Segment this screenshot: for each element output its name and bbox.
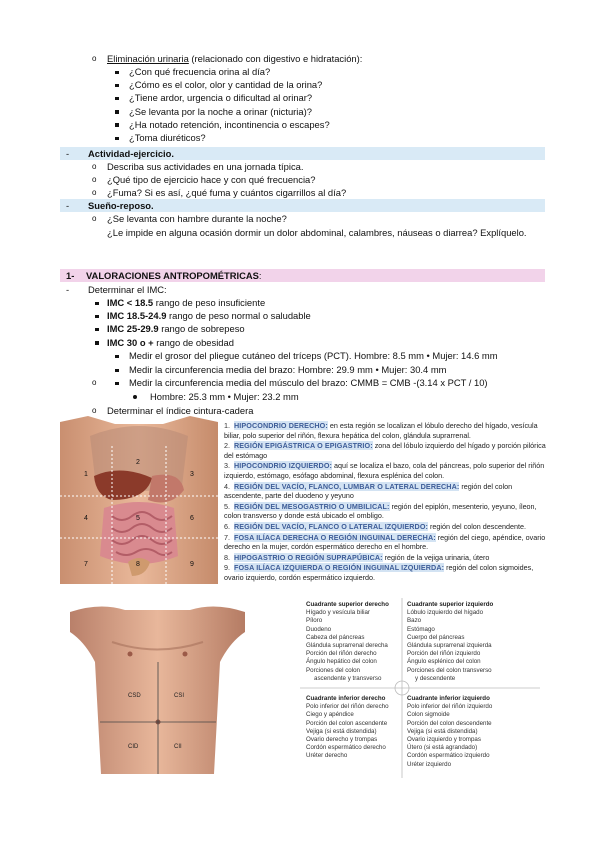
region-number: 4 [84,515,88,522]
imc-range-label: rango de peso normal o saludable [166,310,311,322]
sleep-question: ¿Le impide en alguna ocasión dormir un dolor abdominal, calambres, náuseas o diarrea? Explíquelo. [107,226,527,238]
activity-question: ¿Fuma? Si es así, ¿qué fuma y cuántos cigarrillos al día? [107,187,347,198]
activity-dash: - [66,148,70,159]
imc-range-label: rango de sobrepeso [158,323,245,335]
region-number-label: 6. [224,521,230,531]
region-name: FOSA ILÍACA IZQUIERDA O REGIÓN INGUINAL IZQUIERDA: [234,563,445,573]
abdomen-four-quadrants-figure [70,602,245,774]
label-cid: CID [128,744,139,750]
anthro-title-line [86,270,262,282]
measure-item: Medir la circunferencia media del brazo: Hombre: 29.9 mm • Mujer: 30.4 mm [129,364,447,375]
imc-dash: - [66,284,70,295]
region-name: REGIÓN EPIGÁSTRICA O EPIGASTRIO: [234,441,373,451]
region-number-label: 5. [224,501,230,511]
region-item [224,563,549,582]
waist-hip-text: Determinar el índice cintura-cadera [107,405,254,416]
region-name: FOSA ILÍACA DERECHA O REGIÓN INGUINAL DERECHA: [234,532,436,542]
quadrant-organ: Glándula suprarrenal derecha [306,642,388,650]
imc-intro: Determinar el IMC: [88,284,167,295]
label-cii: CII [174,744,182,750]
urinary-question: ¿Ha notado retención, incontinencia o escapes? [129,118,330,130]
quadrant-title: Cuadrante superior izquierdo [407,601,494,608]
circle-bullet: o [92,54,97,63]
quadrant-organ: Ángulo hepático del colon [306,658,377,666]
quadrant-organ: Píloro [306,617,323,625]
quadrant-organ: Cuerpo del páncreas [407,633,465,641]
quadrant-organ: Polo inferior del riñón izquierdo [407,703,493,711]
region-number-label: 1. [224,421,230,430]
imc-range-item [107,337,234,349]
region-description: aquí se localiza el bazo, cola del páncreas, polo superior del riñón izquierdo, estómago, esófago abdominal, flexura esplénica del colon. [224,461,545,480]
quadrant-organ: Cordón espermático izquierdo [407,752,490,760]
region-item [224,553,549,563]
quadrant-organ: y descendente [415,674,456,682]
imc-range-item [107,310,311,322]
quadrant-organ: Uréter derecho [306,752,348,760]
region-name: HIPOCONDRIO IZQUIERDO: [234,461,333,471]
quadrant-cii [407,695,492,769]
sleep-question: ¿Se levanta con hambre durante la noche? [107,213,287,224]
quadrant-csi [407,601,493,683]
quadrant-csd [306,601,389,683]
region-name: REGIÓN DEL MESOGASTRIO O UMBILICAL: [234,501,390,511]
region-item [224,421,549,440]
imc-range-value: IMC 30 o + [107,336,154,348]
region-number: 3 [190,471,194,478]
region-description: región del colon ascendente, parte del duodeno y yeyuno [224,481,513,501]
dot-bullet [133,395,137,399]
imc-range-label: rango de obesidad [153,336,234,348]
urinary-heading-line [107,53,362,65]
sleep-title: Sueño-reposo. [88,200,154,211]
activity-question: Describa sus actividades en una jornada típica. [107,161,304,172]
quadrant-organ: Cordón espermático derecho [306,744,386,752]
quadrant-organ: Porciones del colon [306,666,361,674]
imc-range-item [107,297,265,309]
circle-bullet: o [92,188,97,197]
region-name: REGIÓN DEL VACÍO, FLANCO O LATERAL IZQUIERDO: [234,521,429,531]
quadrant-organ: Porciones del colon transverso [407,666,492,674]
region-item [224,502,549,521]
left-nipple [128,652,133,657]
quadrant-organ: Porción del colon ascendente [306,719,388,727]
quadrant-title: Cuadrante superior derecho [306,601,389,608]
square-bullet [95,315,99,319]
square-bullet [115,382,119,386]
sleep-dash: - [66,200,70,211]
region-number: 5 [136,515,140,522]
region-name: HIPOGASTRIO O REGIÓN SUPRAPÚBICA: [234,552,383,562]
activity-title: Actividad-ejercicio. [88,148,174,159]
quadrant-organ: Porción del riñón derecho [306,650,377,658]
circle-bullet: o [92,378,97,387]
region-number-label: 2. [224,441,230,451]
region-item [224,522,549,532]
urinary-heading-rest: (relacionado con digestivo e hidratación): [188,53,363,64]
region-item [224,461,549,480]
quadrant-organ: Vejiga (si está distendida) [407,727,478,735]
label-csi: CSI [174,693,185,699]
anthro-title: VALORACIONES ANTROPOMÉTRICAS [86,270,259,281]
abdomen-nine-regions-figure [60,416,218,584]
imc-range-value: IMC 25-29.9 [107,323,159,335]
activity-question: ¿Qué tipo de ejercicio hace y con qué frecuencia? [107,174,316,185]
quadrant-organ: Porción del riñón izquierdo [407,650,481,658]
quadrant-organ: ascendente y transverso [314,674,382,682]
quadrant-organ: Colon sigmoide [407,711,450,719]
quadrant-organ: Ovario derecho y trompas [306,736,378,744]
region-description: región de la vejiga urinaria, útero [382,552,490,562]
quadrant-organ: Lóbulo izquierdo del hígado [407,609,484,617]
label-csd: CSD [128,693,141,699]
urinary-question: ¿Tiene ardor, urgencia o dificultad al orinar? [129,92,313,104]
measure-item: Medir la circunferencia media del músculo del brazo: CMMB = CMB -(3.14 x PCT / 10) [129,377,488,388]
region-description: región del colon sigmoides, ovario izquierdo, cordón espermático izquierdo. [224,563,534,582]
urinary-question: ¿Con qué frecuencia orina al día? [129,66,271,77]
right-nipple [183,652,188,657]
quadrant-organ: Hígado y vesícula biliar [306,609,370,617]
square-bullet [95,302,99,306]
anthro-number: 1- [66,270,75,281]
quadrant-organ: Duodeno [306,625,332,633]
region-name: REGIÓN DEL VACÍO, FLANCO, LUMBAR O LATERAL DERECHA: [234,481,460,491]
quadrant-organ: Glándula suprarrenal izquierda [407,642,492,650]
square-bullet [115,97,119,101]
circle-bullet: o [92,162,97,171]
quadrant-organ: Útero (si está agrandado) [407,744,478,752]
quadrant-organ: Polo inferior del riñón derecho [306,703,389,711]
region-number: 7 [84,561,88,568]
square-bullet [95,328,99,332]
urinary-question: ¿Cómo es el color, olor y cantidad de la orina? [129,79,323,91]
region-description: región del colon descendente. [428,521,526,531]
region-number: 1 [84,471,88,478]
region-number: 9 [190,561,194,568]
quadrant-title: Cuadrante inferior izquierdo [407,695,490,702]
region-number-label: 3. [224,461,230,471]
quadrant-organ: Porción del colon descendente [407,719,492,727]
urinary-question: ¿Toma diuréticos? [129,132,206,143]
quadrant-organ: Ovario izquierdo y trompas [407,736,481,744]
circle-bullet: o [92,214,97,223]
circle-bullet: o [92,406,97,415]
imc-range-item [107,323,245,335]
square-bullet [115,84,119,88]
quadrant-organ: Estómago [407,625,435,633]
region-number-label: 7. [224,532,230,542]
quadrant-organ: Vejiga (si está distendida) [306,727,377,735]
abdominal-region-list [224,421,549,584]
square-bullet [115,71,119,75]
square-bullet [95,341,99,345]
quadrant-organ: Bazo [407,617,422,625]
region-description: región del ciego, apéndice, ovario derecho en la mujer, cordón espermático derecho en el hombre. [224,532,546,552]
region-number-label: 8. [224,552,230,562]
urinary-question: ¿Se levanta por la noche a orinar (nicturia)? [129,105,312,117]
square-bullet [115,369,119,373]
region-item [224,533,549,552]
region-name: HIPOCONDRIO DERECHO: [234,421,328,430]
quadrant-organ: Ángulo esplénico del colon [407,658,481,666]
region-number-label: 9. [224,563,230,573]
region-description: en esta región se localizan el lóbulo derecho del hígado, vesícula biliar, polo superior del riñón, flexura hepática del colon, glándula suprarrenal. [224,421,538,440]
region-number-label: 4. [224,481,230,491]
region-number: 8 [136,561,140,568]
quadrant-organ: Ciego y apéndice [306,711,354,719]
region-description: zona del lóbulo izquierdo del hígado y porción pilórica del estómago [224,441,546,460]
circle-bullet: o [92,175,97,184]
imc-range-value: IMC 18.5-24.9 [107,310,167,322]
imc-range-value: IMC < 18.5 [107,297,154,308]
square-bullet [115,137,119,141]
quadrant-cid [306,695,389,761]
torso-silhouette [70,606,245,774]
square-bullet [115,355,119,359]
measure-item: Medir el grosor del pliegue cutáneo del tríceps (PCT). Hombre: 8.5 mm • Mujer: 14.6 mm [129,350,498,361]
urinary-heading: Eliminación urinaria [107,53,189,64]
imc-range-label: rango de peso insuficiente [153,297,266,308]
square-bullet [115,123,119,127]
region-description: región del epiplón, mesenterio, yeyuno, íleon, colon transverso y donde está ubicado el ombligo. [224,501,537,521]
quadrant-organ: Uréter izquierdo [407,760,452,768]
quadrant-title: Cuadrante inferior derecho [306,695,386,702]
cmmb-values: Hombre: 25.3 mm • Mujer: 23.2 mm [150,391,299,402]
anthro-title-colon: : [258,270,262,281]
square-bullet [115,110,119,114]
region-item [224,482,549,501]
quadrant-organ: Cabeza del páncreas [306,633,365,641]
region-number: 2 [136,459,140,466]
region-item [224,441,549,460]
region-number: 6 [190,515,194,522]
